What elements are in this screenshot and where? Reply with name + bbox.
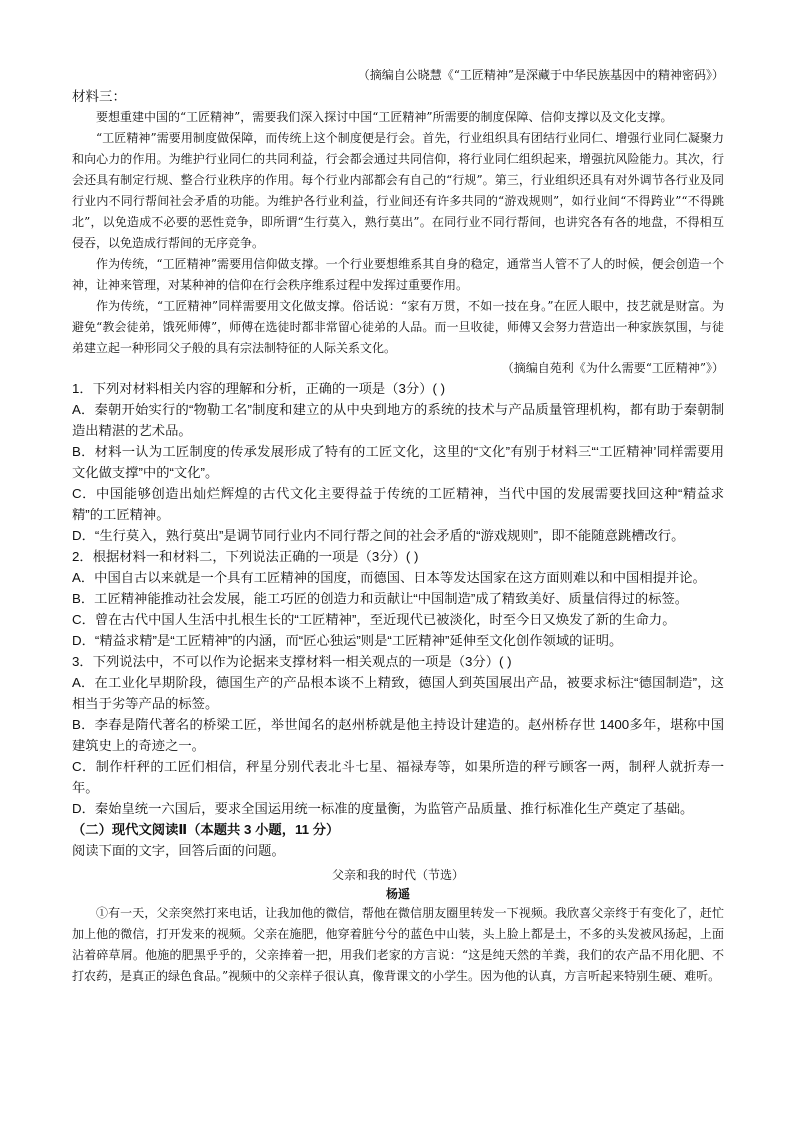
question-stem: 2．根据材料一和材料二，下列说法正确的一项是（3分）( ) <box>72 549 419 564</box>
question-option: A．中国自古以来就是一个具有工匠精神的国度，而德国、日本等发达国家在这方面则难以和中国相提并论。 <box>72 570 706 585</box>
question-option: C．制作杆秤的工匠们相信，秤星分别代表北斗七星、福禄寿等，如果所造的秤亏顾客一两，制秤人就折寿一年。 <box>72 759 724 795</box>
question-option: A．在工业化早期阶段，德国生产的产品根本谈不上精致，德国人到英国展出产品，被要求标注“德国制造”，这相当于劣等产品的标签。 <box>72 675 724 711</box>
question-1 <box>72 378 724 546</box>
source-citation-2: （摘编自苑利《为什么需要“工匠精神”》） <box>501 361 724 375</box>
source-citation-1: （摘编自公晓慧《“工匠精神”是深藏于中华民族基因中的精神密码》） <box>357 68 724 82</box>
question-stem: 3．下列说法中，不可以作为论据来支撑材料一相关观点的一项是（3分）( ) <box>72 654 512 669</box>
section-2-title: （二）现代文阅读Ⅱ（本题共 3 小题，11 分） <box>72 822 340 837</box>
material-3-heading: 材料三： <box>72 89 126 105</box>
question-3 <box>72 651 724 819</box>
question-option: B．工匠精神能推动社会发展，能工巧匠的创造力和贡献让“中国制造”成了精致美好、质量信得过的标签。 <box>72 591 689 606</box>
question-2 <box>72 546 724 651</box>
article-paragraph: ①有一天，父亲突然打来电话，让我加他的微信，帮他在微信朋友圈里转发一下视频。我欣喜父亲终于有变化了，赶忙加上他的微信，打开发来的视频。父亲在施肥，他穿着脏兮兮的蓝色中山装，头上脸上都是土，不多的头发被风扬起，上面沾着碎草屑。他施的肥黑乎乎的，父亲捧着一把，用我们老家的方言说：“这是纯天然的羊粪，我们的农产品不用化肥、不打农药，是真正的绿色食品。”视频中的父亲样子很认真，像背课文的小学生。因为他的认真，方言听起来特别生硬、难听。 <box>72 906 724 983</box>
question-option: B．李春是隋代著名的桥梁工匠，举世闻名的赵州桥就是他主持设计建造的。赵州桥存世 1400多年，堪称中国建筑史上的奇迹之一。 <box>72 717 724 753</box>
article-author: 杨遥 <box>385 887 410 901</box>
question-option: A．秦朝开始实行的“物勒工名”制度和建立的从中央到地方的系统的技术与产品质量管理机构，都有助于秦朝制造出精湛的艺术品。 <box>72 402 724 438</box>
page-content <box>72 66 724 987</box>
question-option: C．中国能够创造出灿烂辉煌的古代文化主要得益于传统的工匠精神，当代中国的发展需要找回这种“精益求精”的工匠精神。 <box>72 486 724 522</box>
material-3-paragraph: 作为传统，“工匠精神”需要用信仰做支撑。一个行业要想维系其自身的稳定，通常当人管不了人的时候，便会创造一个神，让神来管理，对某种神的信仰在行会秩序维系过程中发挥过重要作用。 <box>72 257 724 292</box>
material-3-paragraph: “工匠精神”需要用制度做保障，而传统上这个制度便是行会。首先，行业组织具有团结行业同仁、增强行业同仁凝聚力和向心力的作用。为维护行业同仁的共同利益，行会都会通过共同信仰，将行业同仁组织起来，增强抗风险能力。其次，行会还具有制定行规、整合行业秩序的作用。每个行业内部都会有自己的“行规”。第三，行业组织还具有对外调节各行业及同行业内不同行帮间社会矛盾的功能。为维护各行业利益，行业间还有许多共同的“游戏规则”，如行业间“不得跨业”“不得跳北”，以免造成不必要的恶性竞争，即所谓“生行莫入，熟行莫出”。在同行业不同行帮间，也讲究各有各的地盘，不得相互侵吞，以免造成行帮间的无序竞争。 <box>72 131 724 250</box>
question-option: D．“精益求精”是“工匠精神”的内涵，而“匠心独运”则是“工匠精神”延伸至文化创作领域的证明。 <box>72 633 623 648</box>
question-option: D．“生行莫入，熟行莫出”是调节同行业内不同行帮之间的社会矛盾的“游戏规则”，即不能随意跳槽改行。 <box>72 528 685 543</box>
reading-instruction: 阅读下面的文字，回答后面的问题。 <box>72 843 285 858</box>
material-3-paragraph: 要想重建中国的“工匠精神”，需要我们深入探讨中国“工匠精神”所需要的制度保障、信仰支撑以及文化支撑。 <box>96 110 673 124</box>
material-3-paragraph: 作为传统，“工匠精神”同样需要用文化做支撑。俗话说：“家有万贯，不如一技在身。”在匠人眼中，技艺就是财富。为避免“教会徒弟，饿死师傅”，师傅在选徒时都非常留心徒弟的人品。而一旦收徒，师傅又会努力营造出一种家族氛围，与徒弟建立起一种形同父子般的具有宗法制特征的人际关系文化。 <box>72 299 724 355</box>
question-option: B．材料一认为工匠制度的传承发展形成了特有的工匠文化，这里的“文化”有别于材料三“‘工匠精神’同样需要用文化做支撑”中的“文化”。 <box>72 444 724 480</box>
question-stem: 1．下列对材料相关内容的理解和分析，正确的一项是（3分）( ) <box>72 381 446 396</box>
article-title: 父亲和我的时代（节选） <box>331 868 464 882</box>
question-option: C．曾在古代中国人生活中扎根生长的“工匠精神”，至近现代已被淡化，时至今日又焕发了新的生命力。 <box>72 612 676 627</box>
question-option: D．秦始皇统一六国后，要求全国运用统一标准的度量衡，为监管产品质量、推行标准化生产奠定了基础。 <box>72 801 694 816</box>
